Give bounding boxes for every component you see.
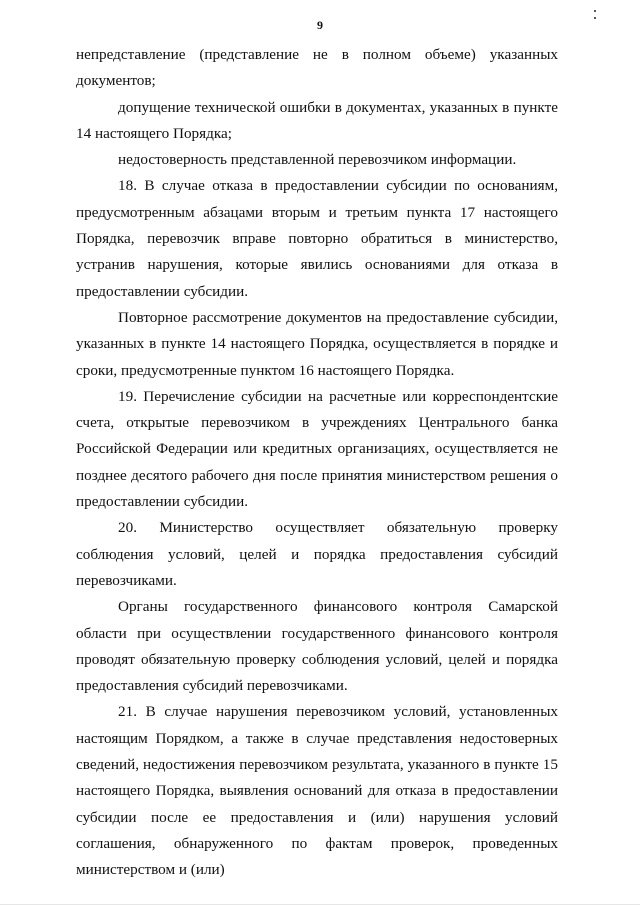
paragraph-unreliable-information: недостоверность представленной перевозчиком информации.	[118, 151, 517, 169]
paragraph-clause-21: 21. В случае нарушения перевозчиком условий, установленных настоящим Порядком, а также в случае представления недостоверных сведений, недостижения перевозчиком результата, указанного в пункте 15 настоящего Порядка, выявления оснований для отказа в предоставлении субсидии после ее предоставления и (или) нарушения условий соглашения, обнаруженного по фактам проверок, проведенных министерством и (или)	[76, 703, 558, 879]
paragraph-technical-error: допущение технической ошибки в документах, указанных в пункте 14 настоящего Порядка;	[76, 98, 558, 142]
paragraph-clause-18: 18. В случае отказа в предоставлении субсидии по основаниям, предусмотренным абзацами вторым и третьим пункта 17 настоящего Порядка, перевозчик вправе повторно обратиться в министерство, устранив нарушения, которые явились основаниями для отказа в предоставлении субсидии.	[76, 177, 558, 300]
paragraph-clause-20: 20. Министерство осуществляет обязательную проверку соблюдения условий, целей и порядка предоставления субсидий перевозчиками.	[76, 519, 558, 589]
paragraph-clause-19: 19. Перечисление субсидии на расчетные или корреспондентские счета, открытые перевозчиком в учреждениях Центрального банка Российской Федерации или кредитных организациях, осуществляется не позднее десятого рабочего дня после принятия министерством решения о предоставлении субсидии.	[76, 387, 558, 511]
document-body	[76, 42, 558, 884]
paragraph-documents-not-submitted: непредставление (представление не в полном объеме) указанных документов;	[76, 46, 558, 90]
page-number: 9	[317, 18, 323, 32]
scan-artifact-marks	[591, 8, 599, 22]
paragraph-financial-control: Органы государственного финансового контроля Самарской области при осуществлении государственного финансового контроля проводят обязательную проверку соблюдения условий, целей и порядка предоставления субсидий перевозчиками.	[76, 598, 558, 695]
paragraph-repeated-review: Повторное рассмотрение документов на предоставление субсидии, указанных в пункте 14 настоящего Порядка, осуществляется в порядке и сроки, предусмотренные пунктом 16 настоящего Порядка.	[76, 308, 558, 379]
